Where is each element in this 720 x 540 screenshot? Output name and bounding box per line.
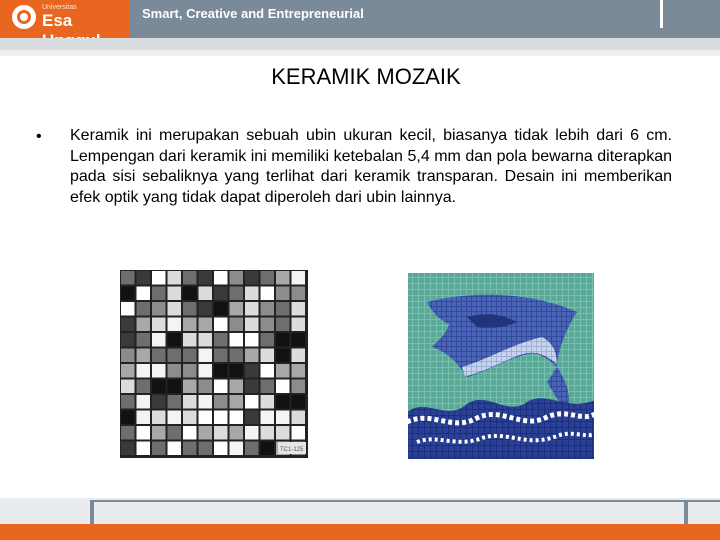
mosaic-tile: [199, 302, 213, 316]
mosaic-tile: [199, 333, 213, 347]
mosaic-tile: [121, 318, 135, 332]
mosaic-tile: [199, 380, 213, 394]
mosaic-tile: [137, 287, 151, 301]
mosaic-tile: [292, 380, 306, 394]
mosaic-tile: [121, 426, 135, 440]
mosaic-tile: [152, 302, 166, 316]
mosaic-tile: [230, 426, 244, 440]
mosaic-tile: [245, 271, 259, 285]
mosaic-tile: [121, 380, 135, 394]
mosaic-tile: [168, 426, 182, 440]
mosaic-tile: [183, 395, 197, 409]
mosaic-tile: [214, 318, 228, 332]
mosaic-tile: [214, 442, 228, 456]
tagline: Smart, Creative and Entrepreneurial: [142, 6, 364, 21]
mosaic-tile: [214, 426, 228, 440]
mosaic-tile: [245, 395, 259, 409]
mosaic-tile: [121, 271, 135, 285]
mosaic-tile: [292, 364, 306, 378]
mosaic-tile: [230, 318, 244, 332]
mosaic-tile: [121, 364, 135, 378]
mosaic-tile: [199, 349, 213, 363]
mosaic-tile: [230, 395, 244, 409]
mosaic-tile: [121, 302, 135, 316]
footer-rule-left: [90, 502, 94, 524]
mosaic-tile: [199, 287, 213, 301]
mosaic-tile: [292, 426, 306, 440]
mosaic-tile: [199, 426, 213, 440]
mosaic-tile: [168, 349, 182, 363]
mosaic-tile: [183, 302, 197, 316]
mosaic-tile: [168, 333, 182, 347]
mosaic-tile: [230, 333, 244, 347]
mosaic-tile: [137, 442, 151, 456]
mosaic-tile: [214, 287, 228, 301]
mosaic-tile: [168, 380, 182, 394]
mosaic-tile: [261, 442, 275, 456]
mosaic-tile: [199, 364, 213, 378]
mosaic-tile: [230, 271, 244, 285]
mosaic-tile: [230, 287, 244, 301]
mosaic-tile: [214, 349, 228, 363]
mosaic-tile: [214, 364, 228, 378]
mosaic-tile: [292, 302, 306, 316]
mosaic-tile: [168, 271, 182, 285]
mosaic-grid-graphic: [120, 270, 308, 458]
mosaic-tile: [230, 349, 244, 363]
mosaic-tile: [183, 318, 197, 332]
mosaic-tile: [245, 302, 259, 316]
mosaic-tile: [168, 411, 182, 425]
mosaic-tile: [276, 271, 290, 285]
mosaic-tile: [137, 349, 151, 363]
logo-text: Esa: [42, 11, 73, 30]
mosaic-tile: [121, 333, 135, 347]
mosaic-tile: [183, 333, 197, 347]
mosaic-tile-image: [120, 270, 308, 458]
mosaic-tile: [152, 442, 166, 456]
mosaic-tile: [245, 426, 259, 440]
mosaic-tile: [168, 287, 182, 301]
mosaic-tile: [121, 411, 135, 425]
mosaic-tile: [152, 271, 166, 285]
mosaic-tile: [276, 426, 290, 440]
mosaic-tile: [214, 395, 228, 409]
mosaic-tile: [292, 271, 306, 285]
mosaic-tile: [292, 411, 306, 425]
mosaic-tile: [245, 333, 259, 347]
bullet-marker: •: [36, 128, 42, 145]
logo: [0, 0, 130, 38]
mosaic-tile: [261, 318, 275, 332]
header-band: [0, 38, 720, 50]
mosaic-tile: [152, 364, 166, 378]
footer-bar: [0, 524, 720, 540]
mosaic-tile: [245, 364, 259, 378]
mosaic-tile: [199, 318, 213, 332]
mosaic-tile: [261, 380, 275, 394]
mosaic-tile: [261, 349, 275, 363]
mosaic-tile: [276, 318, 290, 332]
mosaic-tile: [276, 333, 290, 347]
mosaic-tile: [137, 380, 151, 394]
mosaic-tile: [245, 318, 259, 332]
mosaic-tile: [276, 380, 290, 394]
mosaic-tile: [183, 442, 197, 456]
mosaic-tile: [168, 395, 182, 409]
mosaic-tile: [245, 442, 259, 456]
header-divider: [660, 0, 663, 28]
mosaic-tile: [261, 395, 275, 409]
mosaic-tile: [137, 333, 151, 347]
mosaic-tile: [245, 411, 259, 425]
logo-icon: [12, 5, 36, 29]
mosaic-tile: [183, 426, 197, 440]
dolphin-mosaic-image: [407, 272, 595, 460]
mosaic-tile: [214, 271, 228, 285]
mosaic-tile: [276, 349, 290, 363]
mosaic-tile: [152, 411, 166, 425]
mosaic-tile: [152, 333, 166, 347]
mosaic-tile: [199, 271, 213, 285]
footer-rule-right: [684, 502, 688, 524]
mosaic-tile: [152, 349, 166, 363]
bullet-paragraph: Keramik ini merupakan sebuah ubin ukuran kecil, biasanya tidak lebih dari 6 cm. Lempengan dari keramik ini memiliki ketebalan 5,4 mm dan pola bewarna diterapkan pada sisi sebaliknya yang terlihat dari keramik transparan. Desain ini memberikan efek optik yang tidak dapat diperoleh dari ubin lainnya.: [70, 127, 672, 206]
mosaic-tile: [183, 349, 197, 363]
mosaic-tile: [245, 349, 259, 363]
mosaic-tile: [137, 426, 151, 440]
mosaic-tile: [214, 302, 228, 316]
mosaic-tile: [168, 364, 182, 378]
mosaic-tile: [168, 302, 182, 316]
mosaic-tile: [261, 302, 275, 316]
mosaic-tile: [261, 271, 275, 285]
mosaic-tile: [292, 395, 306, 409]
image-caption: TC1-125: [280, 447, 304, 453]
mosaic-tile: [152, 287, 166, 301]
mosaic-tile: [292, 349, 306, 363]
dolphin-graphic: [407, 272, 595, 460]
mosaic-tile: [137, 411, 151, 425]
mosaic-tile: [245, 287, 259, 301]
mosaic-tile: [261, 333, 275, 347]
mosaic-tile: [168, 442, 182, 456]
mosaic-tile: [214, 380, 228, 394]
mosaic-tile: [199, 395, 213, 409]
mosaic-tile: [230, 380, 244, 394]
mosaic-tile: [168, 318, 182, 332]
mosaic-tile: [230, 302, 244, 316]
mosaic-tile: [121, 442, 135, 456]
mosaic-tile: [183, 380, 197, 394]
mosaic-tile: [214, 333, 228, 347]
mosaic-tile: [214, 411, 228, 425]
mosaic-tile: [230, 442, 244, 456]
mosaic-tile: [137, 364, 151, 378]
mosaic-tile: [199, 411, 213, 425]
tagline-bar: [130, 0, 720, 38]
mosaic-tile: [276, 287, 290, 301]
mosaic-tile: [261, 364, 275, 378]
mosaic-tile: [245, 380, 259, 394]
mosaic-tile: [183, 411, 197, 425]
mosaic-tile: [137, 395, 151, 409]
mosaic-tile: [276, 364, 290, 378]
slide-header: [0, 0, 720, 38]
mosaic-tile: [152, 395, 166, 409]
mosaic-tile: [292, 287, 306, 301]
mosaic-tile: [183, 364, 197, 378]
mosaic-tile: [276, 395, 290, 409]
mosaic-tile: [152, 318, 166, 332]
mosaic-tile: [261, 426, 275, 440]
mosaic-tile: [121, 395, 135, 409]
mosaic-tile: [183, 271, 197, 285]
mosaic-tile: [152, 426, 166, 440]
mosaic-tile: [152, 380, 166, 394]
slide-title: KERAMIK MOZAIK: [271, 64, 461, 89]
mosaic-tile: [230, 364, 244, 378]
mosaic-tile: [230, 411, 244, 425]
header-band-light: [0, 50, 720, 56]
mosaic-tile: [292, 318, 306, 332]
mosaic-tile: [276, 302, 290, 316]
mosaic-tile: [121, 349, 135, 363]
mosaic-tile: [292, 333, 306, 347]
mosaic-tile: [276, 411, 290, 425]
mosaic-tile: [183, 287, 197, 301]
mosaic-tile: [261, 411, 275, 425]
mosaic-tile: [121, 287, 135, 301]
mosaic-tile: [137, 271, 151, 285]
mosaic-tile: [261, 287, 275, 301]
mosaic-tile: [199, 442, 213, 456]
mosaic-tile: [137, 318, 151, 332]
footer-rule: [90, 500, 720, 502]
logo-subtitle: Universitas: [42, 4, 77, 11]
mosaic-tile: [137, 302, 151, 316]
